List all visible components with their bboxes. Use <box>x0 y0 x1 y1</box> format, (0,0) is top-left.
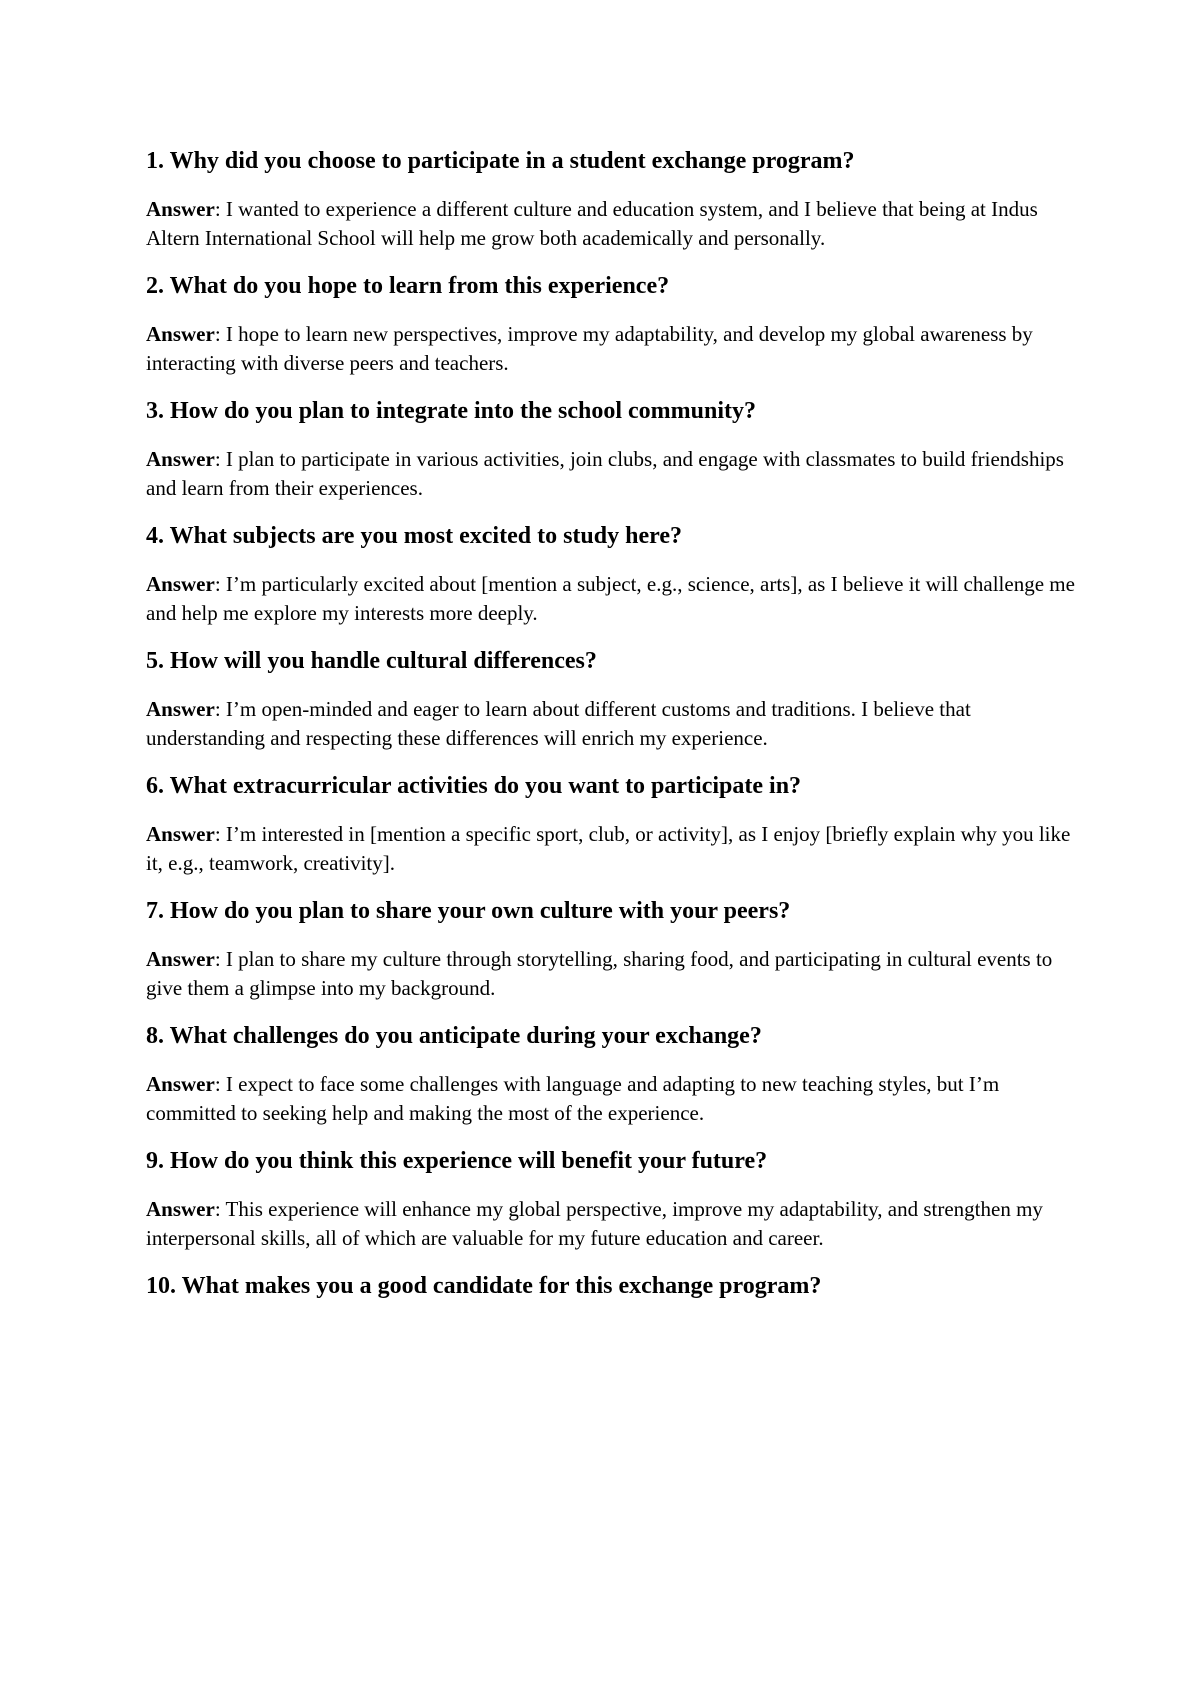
qa-item-6 <box>146 771 1076 877</box>
answer-label: Answer <box>146 697 215 721</box>
answer-text: : I plan to participate in various activities, join clubs, and engage with classmates to build friendships and learn from their experiences. <box>146 447 1064 500</box>
question-heading: 8. What challenges do you anticipate during your exchange? <box>146 1023 762 1049</box>
answer-text: : I’m open-minded and eager to learn about different customs and traditions. I believe that understanding and respecting these differences will enrich my experience. <box>146 697 971 750</box>
qa-item-1 <box>146 146 1076 252</box>
answer-paragraph <box>146 695 1076 752</box>
answer-label: Answer <box>146 947 215 971</box>
answer-paragraph <box>146 820 1076 877</box>
qa-item-4 <box>146 521 1076 627</box>
qa-item-9 <box>146 1146 1076 1252</box>
question-heading: 10. What makes you a good candidate for this exchange program? <box>146 1273 822 1299</box>
question-heading: 9. How do you think this experience will benefit your future? <box>146 1148 768 1174</box>
answer-text: : I plan to share my culture through storytelling, sharing food, and participating in cultural events to give them a glimpse into my background. <box>146 947 1053 1000</box>
document-content <box>146 146 1076 1320</box>
answer-text: : I hope to learn new perspectives, improve my adaptability, and develop my global awareness by interacting with diverse peers and teachers. <box>146 322 1033 375</box>
question-heading: 5. How will you handle cultural differences? <box>146 648 597 674</box>
answer-paragraph <box>146 445 1076 502</box>
answer-text: : I’m particularly excited about [mention a subject, e.g., science, arts], as I believe it will challenge me and help me explore my interests more deeply. <box>146 572 1075 625</box>
answer-label: Answer <box>146 572 215 596</box>
answer-label: Answer <box>146 447 215 471</box>
answer-label: Answer <box>146 1197 215 1221</box>
answer-label: Answer <box>146 322 215 346</box>
answer-text: : I wanted to experience a different culture and education system, and I believe that being at Indus Altern International School will help me grow both academically and personally. <box>146 197 1038 250</box>
question-heading: 2. What do you hope to learn from this experience? <box>146 273 670 299</box>
answer-text: : This experience will enhance my global perspective, improve my adaptability, and strengthen my interpersonal skills, all of which are valuable for my future education and career. <box>146 1197 1043 1250</box>
qa-item-2 <box>146 271 1076 377</box>
answer-paragraph <box>146 1195 1076 1252</box>
qa-item-8 <box>146 1021 1076 1127</box>
answer-text: : I’m interested in [mention a specific sport, club, or activity], as I enjoy [briefly explain why you like it, e.g., teamwork, creativity]. <box>146 822 1071 875</box>
answer-label: Answer <box>146 822 215 846</box>
question-heading: 3. How do you plan to integrate into the school community? <box>146 398 757 424</box>
question-heading: 7. How do you plan to share your own culture with your peers? <box>146 898 791 924</box>
answer-paragraph <box>146 570 1076 627</box>
answer-paragraph <box>146 945 1076 1002</box>
answer-label: Answer <box>146 1072 215 1096</box>
qa-item-3 <box>146 396 1076 502</box>
answer-label: Answer <box>146 197 215 221</box>
question-heading: 6. What extracurricular activities do you want to participate in? <box>146 773 802 799</box>
answer-paragraph <box>146 320 1076 377</box>
answer-paragraph <box>146 1070 1076 1127</box>
answer-paragraph <box>146 195 1076 252</box>
question-heading: 1. Why did you choose to participate in a student exchange program? <box>146 148 855 174</box>
qa-item-5 <box>146 646 1076 752</box>
question-heading: 4. What subjects are you most excited to study here? <box>146 523 682 549</box>
qa-item-7 <box>146 896 1076 1002</box>
answer-text: : I expect to face some challenges with language and adapting to new teaching styles, but I’m committed to seeking help and making the most of the experience. <box>146 1072 1000 1125</box>
qa-item-10 <box>146 1271 1076 1301</box>
